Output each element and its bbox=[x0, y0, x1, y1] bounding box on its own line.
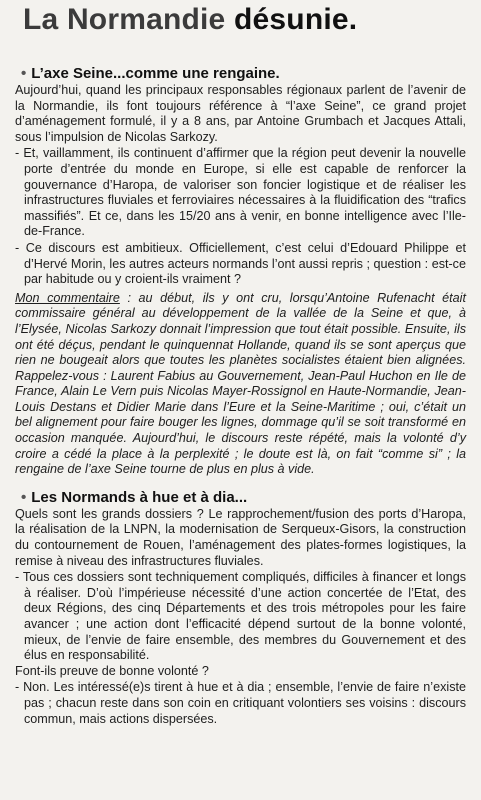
bullet-icon: • bbox=[21, 488, 27, 506]
section-1-heading bbox=[21, 64, 466, 83]
author-comment-text: : au début, ils y ont cru, lorsqu’Antoine Rufenacht était commissaire général au développement de la vallée de la Seine et que, à l’Elysée, Nicolas Sarkozy donnait l’impression que tout était possible. Ensuite, ils ont été déçus, pendant le quinquennat Hollande, quand ils se sont aperçus que rien ne bougeait alors que toutes les planètes socialistes étaient bien alignées. Rappelez-vous : Laurent Fabius au Gouvernement, Jean-Paul Huchon en Ile de France, Alain Le Vern puis Nicolas Mayer-Rossignol en Haute-Normandie, Jean-Louis Destans et Didier Marie dans l’Eure et la Seine-Maritime ; oui, c’était un bel alignement pour faire bouger les lignes, dommage qu’il se soit transformé en occasion manquée. Aujourd’hui, le discours reste répété, mais la volonté d’y croire a cédé la place à la perplexité ; le doute est là, on fait “comme si” ; la rengaine de l’axe Seine tourne de plus en plus à vide. bbox=[15, 290, 466, 477]
author-comment-lead: Mon commentaire bbox=[15, 290, 120, 305]
section-1-heading-text: L’axe Seine...comme une rengaine. bbox=[31, 65, 280, 82]
section-2-heading bbox=[21, 488, 466, 507]
article-title bbox=[15, 0, 466, 38]
title-part-2: désunie. bbox=[234, 3, 358, 36]
section-1-point-2: - Ce discours est ambitieux. Officiellement, c’est celui d’Edouard Philippe et d’Hervé Morin, les autres acteurs normands l’ont aussi repris ; question : est-ce par habitude ou y croient-ils vraiment ? bbox=[15, 240, 466, 287]
section-1-point-1: - Et, vaillamment, ils continuent d’affirmer que la région peut devenir la nouvelle porte d’entrée du monde en Europe, si elle est capable de renforcer la gouvernance d’Haropa, de valoriser son foncier logistique et de réaliser les infrastructures fluviales et ferroviaires nécessaires à la fluidification des “trafics massifiés”. Et ce, dans les 15/20 ans à venir, en bonne intelligence avec l’Ile-de-France. bbox=[15, 146, 466, 239]
title-part-1: La Normandie bbox=[23, 3, 226, 36]
section-2-point-1: - Tous ces dossiers sont techniquement compliqués, difficiles à financer et longs à réaliser. D’où l’impérieuse nécessité d’une action concertée de l’Etat, des deux Régions, des cinq Départements et des trois métropoles pour les faire avancer ; une action dont l’efficacité dépend surtout de la bonne volonté, mieux, de l’envie de faire ensemble, des membres du Gouvernement et des élus en responsabilité. bbox=[15, 570, 466, 663]
section-2-intro: Quels sont les grands dossiers ? Le rapprochement/fusion des ports d’Haropa, la réalisation de la LNPN, la modernisation de Serqueux-Gisors, la construction du contournement de Rouen, l’aménagement des plates-formes logistiques, la remise à niveau des infrastructures fluviales. bbox=[15, 506, 466, 568]
section-2-point-2: - Non. Les intéressé(e)s tirent à hue et à dia ; ensemble, l’envie de faire n’existe pas ; chacun reste dans son coin en critiquant volontiers ses voisins : discours commun, mais actions dispersées. bbox=[15, 680, 466, 726]
section-1-intro: Aujourd’hui, quand les principaux responsables régionaux parlent de l’avenir de la Normandie, ils font toujours référence à “l’axe Seine”, ce grand projet d’aménagement formulé, il y a 8 ans, par Antoine Grumbach et Jacques Attali, sous l’impulsion de Nicolas Sarkozy. bbox=[15, 83, 466, 144]
section-2-question: Font-ils preuve de bonne volonté ? bbox=[15, 663, 209, 678]
bullet-icon: • bbox=[21, 65, 27, 82]
section-2-heading-text: Les Normands à hue et à dia... bbox=[31, 488, 248, 506]
author-comment bbox=[15, 291, 466, 478]
